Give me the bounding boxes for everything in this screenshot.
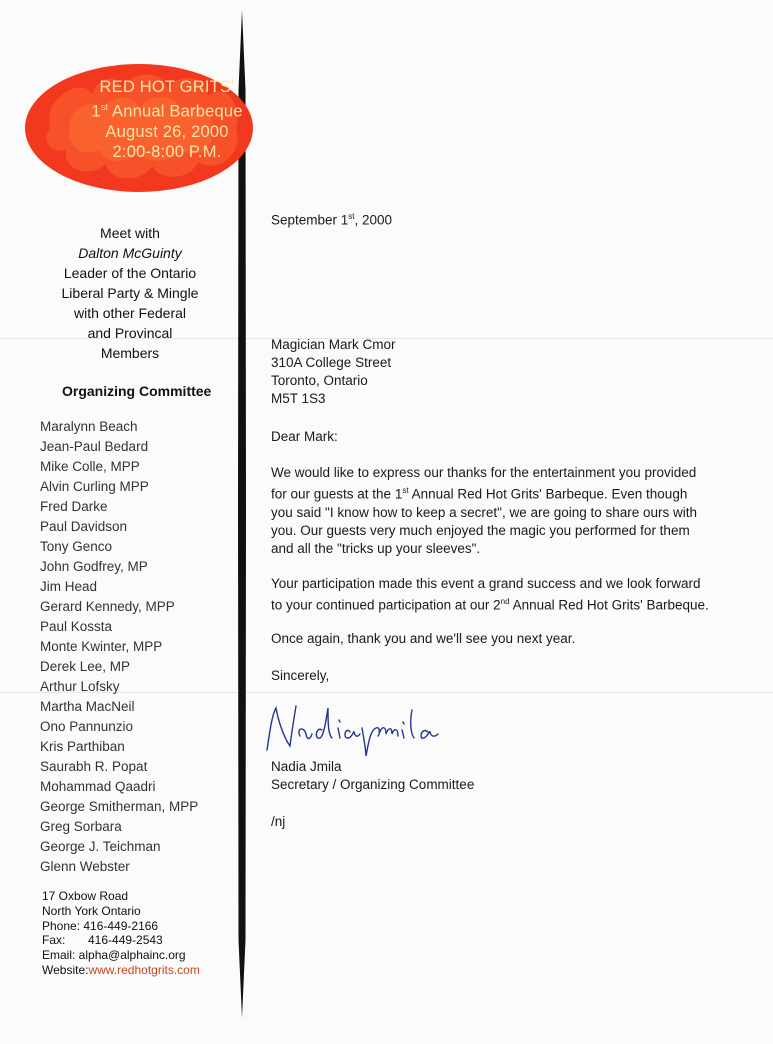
email: Email: alpha@alphainc.org xyxy=(42,948,186,963)
paragraph-line: and all the "tricks up your sleeves". xyxy=(271,540,481,556)
paragraph-line: Your participation made this event a grand success and we look forward xyxy=(271,576,701,591)
committee-member: Ono Pannunzio xyxy=(40,719,134,734)
letter-date: September 1st, 2000 xyxy=(271,212,393,228)
committee-member: George Smitherman, MPP xyxy=(40,799,199,814)
website-link[interactable]: www.redhotgrits.com xyxy=(88,962,200,977)
committee-member: Monte Kwinter, MPP xyxy=(40,639,163,654)
recipient-street: 310A College Street xyxy=(271,355,392,370)
recipient-postal: M5T 1S3 xyxy=(271,391,326,406)
committee-member: Kris Parthiban xyxy=(40,739,125,754)
committee-member: Paul Davidson xyxy=(40,519,128,534)
signer-block xyxy=(271,758,474,794)
address-line: North York Ontario xyxy=(42,903,141,918)
meet-line: Liberal Party & Mingle xyxy=(61,285,199,301)
meet-line: Members xyxy=(100,345,160,361)
committee-title: Organizing Committee xyxy=(62,383,212,399)
address-line: 17 Oxbow Road xyxy=(42,889,129,903)
meet-with-block xyxy=(30,223,230,363)
phone: Phone: 416-449-2166 xyxy=(42,918,159,933)
paragraph-2 xyxy=(271,575,711,615)
committee-member: Jean-Paul Bedard xyxy=(40,439,149,454)
logo-edition: 1st Annual Barbeque xyxy=(91,102,243,121)
meet-line: Leader of the Ontario xyxy=(63,265,197,281)
meet-line: and Provincal xyxy=(87,325,173,341)
meet-line: Meet with xyxy=(100,225,160,241)
paragraph-line: you said "I know how to keep a secret", we are going to share ours with xyxy=(271,504,698,520)
committee-member: John Godfrey, MP xyxy=(40,559,148,574)
logo-event-name: RED HOT GRITS' xyxy=(99,78,235,96)
salutation: Dear Mark: xyxy=(271,429,338,444)
recipient-name: Magician Mark Cmor xyxy=(271,337,396,352)
committee-member: Jim Head xyxy=(40,579,98,594)
logo-time: 2:00-8:00 P.M. xyxy=(112,142,222,161)
committee-member: Greg Sorbara xyxy=(40,819,122,834)
committee-member: Saurabh R. Popat xyxy=(40,759,148,774)
paragraph-line: for our guests at the 1st Annual Red Hot Grits' Barbeque. Even though xyxy=(271,486,688,502)
guest-name: Dalton McGuinty xyxy=(78,245,182,261)
committee-member: Alvin Curling MPP xyxy=(40,479,149,494)
event-logo-text xyxy=(62,77,272,162)
committee-member: Derek Lee, MP xyxy=(40,659,131,674)
logo-date: August 26, 2000 xyxy=(105,122,229,141)
signer-title: Secretary / Organizing Committee xyxy=(271,777,475,792)
committee-member: Gerard Kennedy, MPP xyxy=(40,599,175,614)
recipient-city: Toronto, Ontario xyxy=(271,373,368,388)
paragraph-3: Once again, thank you and we'll see you next year. xyxy=(271,631,576,646)
paragraph-line: We would like to express our thanks for the entertainment you provided xyxy=(271,465,697,480)
contact-block xyxy=(42,889,200,978)
committee-member: Glenn Webster xyxy=(40,859,130,874)
signer-name: Nadia Jmila xyxy=(271,759,342,774)
recipient-address xyxy=(271,336,396,408)
committee-list xyxy=(40,417,198,877)
committee-member: Fred Darke xyxy=(40,499,108,514)
committee-member: Martha MacNeil xyxy=(40,699,135,714)
closing: Sincerely, xyxy=(271,668,330,683)
website: Website:www.redhotgrits.com xyxy=(42,962,200,977)
paragraph-line: you. Our guests very much enjoyed the magic you performed for them xyxy=(271,522,690,538)
committee-member: George J. Teichman xyxy=(40,839,161,854)
committee-member: Mohammad Qaadri xyxy=(40,779,156,794)
paragraph-line: to your continued participation at our 2nd Annual Red Hot Grits' Barbeque. xyxy=(271,597,709,613)
paragraph-1 xyxy=(271,464,711,558)
committee-member: Mike Colle, MPP xyxy=(40,459,140,474)
committee-member: Tony Genco xyxy=(40,539,113,554)
meet-line: with other Federal xyxy=(73,305,187,321)
handwritten-signature xyxy=(262,700,452,760)
committee-member: Paul Kossta xyxy=(40,619,113,634)
fax: Fax: 416-449-2543 xyxy=(42,933,163,948)
committee-member: Maralynn Beach xyxy=(40,419,138,434)
initials: /nj xyxy=(271,814,286,829)
committee-member: Arthur Lofsky xyxy=(40,679,120,694)
